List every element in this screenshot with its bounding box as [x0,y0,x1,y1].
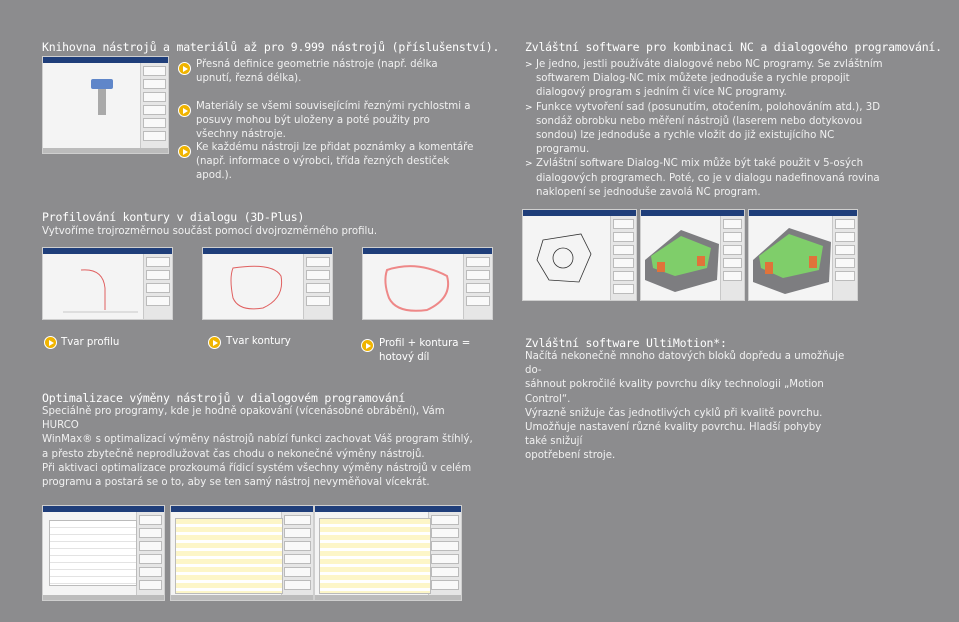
ultimotion-line: Umožňuje nastavení různé kvality povrchu. Hladší pohyby také snižují [525,422,822,448]
profile-title: Profilování kontury v dialogu (3D-Plus) [42,210,305,224]
nc-2d-screenshot [522,209,637,301]
part-outline [523,210,613,301]
contour-curve [203,248,303,320]
tool-library-screenshot [42,56,169,154]
play-icon [44,336,57,349]
ultimotion-line: opotřebení stroje. [525,450,616,462]
library-item-3: Ke každému nástroji lze přidat poznámky a komentáře (např. informace o výrobci, třída řezných destiček apod.). [196,142,474,182]
tool-table-screenshot [42,505,165,601]
nc-item-1: > Je jedno, jestli používáte dialogové nebo NC programy. Se zvláštním softwarem Dialog-NC mix můžete jednoduše a rychle propojit dialogový program s jedním či více NC programy. [525,58,885,101]
library-item-2: Materiály se všemi souvisejícími řeznými rychlostmi a posuvy mohou být uloženy a poté použity pro všechny nástroje. [196,101,471,141]
ultimotion-line: Výrazně snižuje čas jednotlivých cyklů při kvalitě povrchu. [525,407,823,419]
play-icon [178,62,191,75]
tool-table-grid [49,520,137,586]
ultimotion-title: Zvláštní software UltiMotion*: [525,336,727,350]
toolchange-line: Při aktivaci optimalizace prozkoumá řídicí systém všechny výměny nástrojů v celém [42,462,472,474]
play-icon [208,336,221,349]
part-3d-render-1 [641,210,723,301]
nc-3d-screenshot-2 [748,209,858,301]
tool-list-screenshot-1 [170,505,314,601]
contour-shape-screenshot [202,247,333,320]
toolchange-title: Optimalizace výměny nástrojů v dialogovém programování [42,391,406,405]
play-icon [178,104,191,117]
caption-finished: Profil + kontura = hotový díl [379,338,471,363]
nc-list [525,58,885,200]
part-3d-render-2 [749,210,835,301]
library-title: Knihovna nástrojů a materiálů až pro 9.999 nástrojů (příslušenství). [42,40,500,54]
finished-part-curve [363,248,463,320]
toolchange-line: Speciálně pro programy, kde je hodně opakování (vícenásobné obrábění), Vám HURCO [42,406,445,432]
ultimotion-line: Načítá nekonečně mnoho datových bloků dopředu a umožňuje do- [525,351,845,377]
toolchange-line: a přesto zbytečně neprodlužovat čas chodu o nekonečné výměny nástrojů. [42,448,425,460]
caption-profile: Tvar profilu [61,337,120,348]
tool-list-rows-2 [319,518,431,594]
ultimotion-line: sáhnout pokročilé kvality povrchu díky technologii „Motion Control“. [525,379,824,405]
toolchange-line: WinMax® s optimalizací výměny nástrojů nabízí funkci zachovat Váš program štíhlý, [42,434,473,446]
toolchange-line: programu a postará se o to, aby se ten samý nástroj nevyměňoval vícekrát. [42,477,430,489]
ultimotion-body [525,350,845,464]
tool-list-screenshot-2 [314,505,462,601]
nc-item-3: > Zvláštní software Dialog-NC mix může být také použit v 5-osých dialogových programech. Poté, co je v dialogu nadefinovaná rovina naklopení se jednoduše zavolá NC program. [525,157,885,200]
play-icon [178,145,191,158]
nc-3d-screenshot-1 [640,209,745,301]
profile-shape-screenshot [42,247,173,320]
tool-illustration [91,79,113,119]
finished-part-screenshot [362,247,493,320]
profile-curve [43,248,143,320]
toolchange-body [42,405,482,490]
nc-title: Zvláštní software pro kombinaci NC a dialogového programování. [525,40,942,54]
play-icon [361,339,374,352]
caption-contour: Tvar kontury [226,336,291,347]
tool-list-rows-1 [175,518,283,594]
library-item-1: Přesná definice geometrie nástroje (např. délka upnutí, řezná délka). [196,59,438,85]
nc-item-2: > Funkce vytvoření sad (posunutím, otočením, polohováním atd.), 3D sondáž obrobku nebo měření nástrojů (laserem nebo dotykovou sondou) lze jednoduše a rychle vložit do již existujícího NC programu. [525,101,885,158]
profile-subtitle: Vytvoříme trojrozměrnou součást pomocí dvojrozměrného profilu. [42,226,378,237]
